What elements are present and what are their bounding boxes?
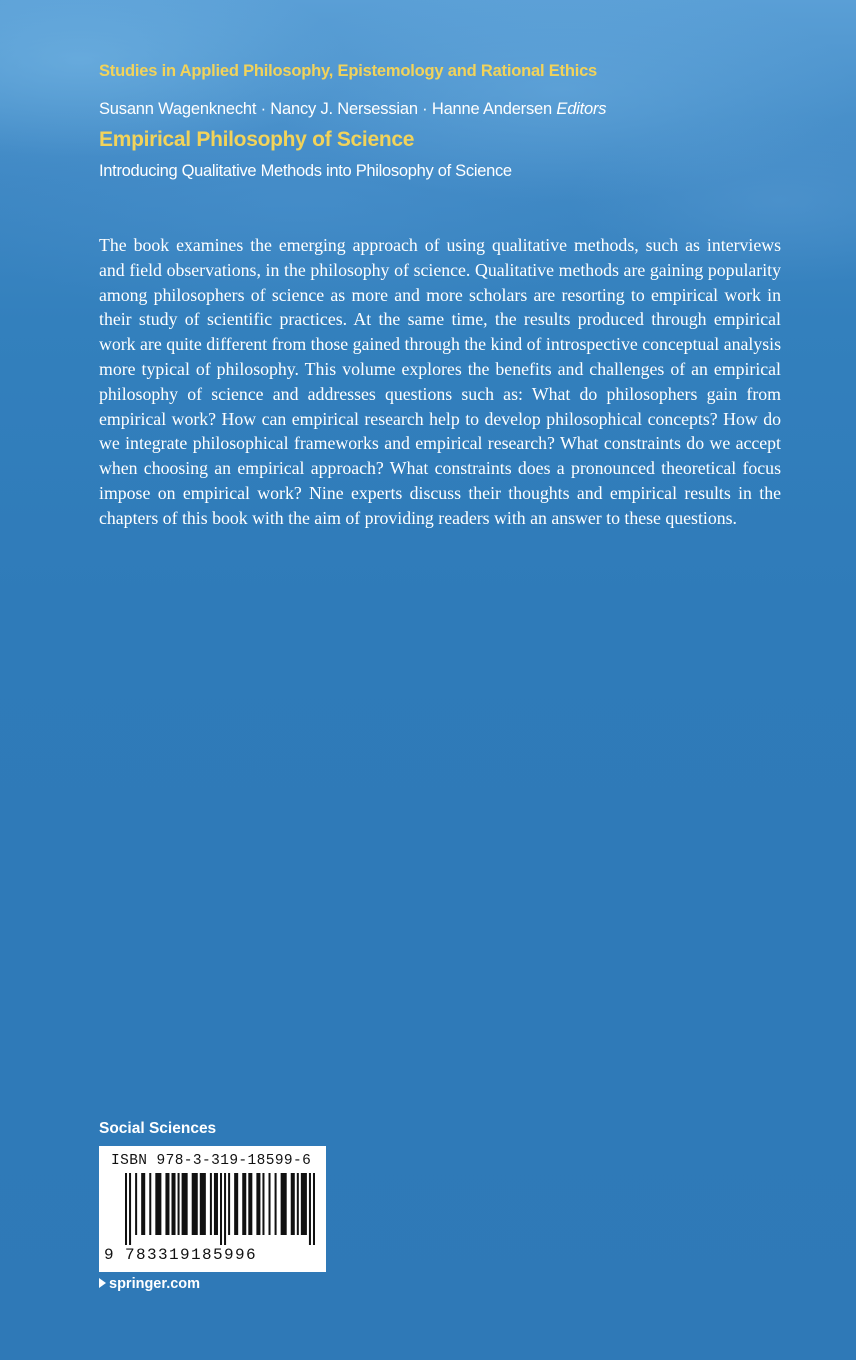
barcode-bars-icon <box>125 1173 315 1245</box>
book-description: The book examines the emerging approach of using qualitative methods, such as interviews and field observations, in the philosophy of science. Qualitative methods are gaining popularity among philosophers of science as more and more scholars are resorting to empirical work in their study of scientific practices. At the same time, the results produced through empirical work are quite different from those gained through the kind of introspective conceptual analysis more typical of philosophy. This volume explores the benefits and challenges of an empirical philosophy of science and addresses questions such as: What do philosophers gain from empirical work? How can empirical research help to develop philosophical concepts? How do we integrate philosophical frameworks and empirical research? What constraints do we accept when choosing an empirical approach? What constraints does a pronounced theoretical focus impose on empirical work? Nine experts discuss their thoughts and empirical results in the chapters of this book with the aim of providing readers with an answer to these questions. <box>99 235 781 528</box>
editor-names: Susann Wagenknecht · Nancy J. Nersessian · Hanne Andersen <box>99 100 552 118</box>
series-title: Studies in Applied Philosophy, Epistemology and Rational Ethics <box>99 62 598 80</box>
isbn-label: ISBN 978-3-319-18599-6 <box>111 1153 312 1169</box>
ean-lead-digit: 9 <box>104 1246 114 1264</box>
ean-digits: 783319185996 <box>125 1246 258 1264</box>
book-subtitle: Introducing Qualitative Methods into Philosophy of Science <box>99 162 512 180</box>
publisher-link-text: springer.com <box>109 1276 201 1292</box>
editors-role: Editors <box>556 100 607 118</box>
arrow-right-icon <box>99 1278 106 1288</box>
book-title: Empirical Philosophy of Science <box>99 128 415 151</box>
editors-line <box>99 100 819 119</box>
subject-category: Social Sciences <box>99 1120 217 1137</box>
isbn-barcode <box>99 1146 326 1272</box>
publisher-link[interactable] <box>99 1276 200 1292</box>
